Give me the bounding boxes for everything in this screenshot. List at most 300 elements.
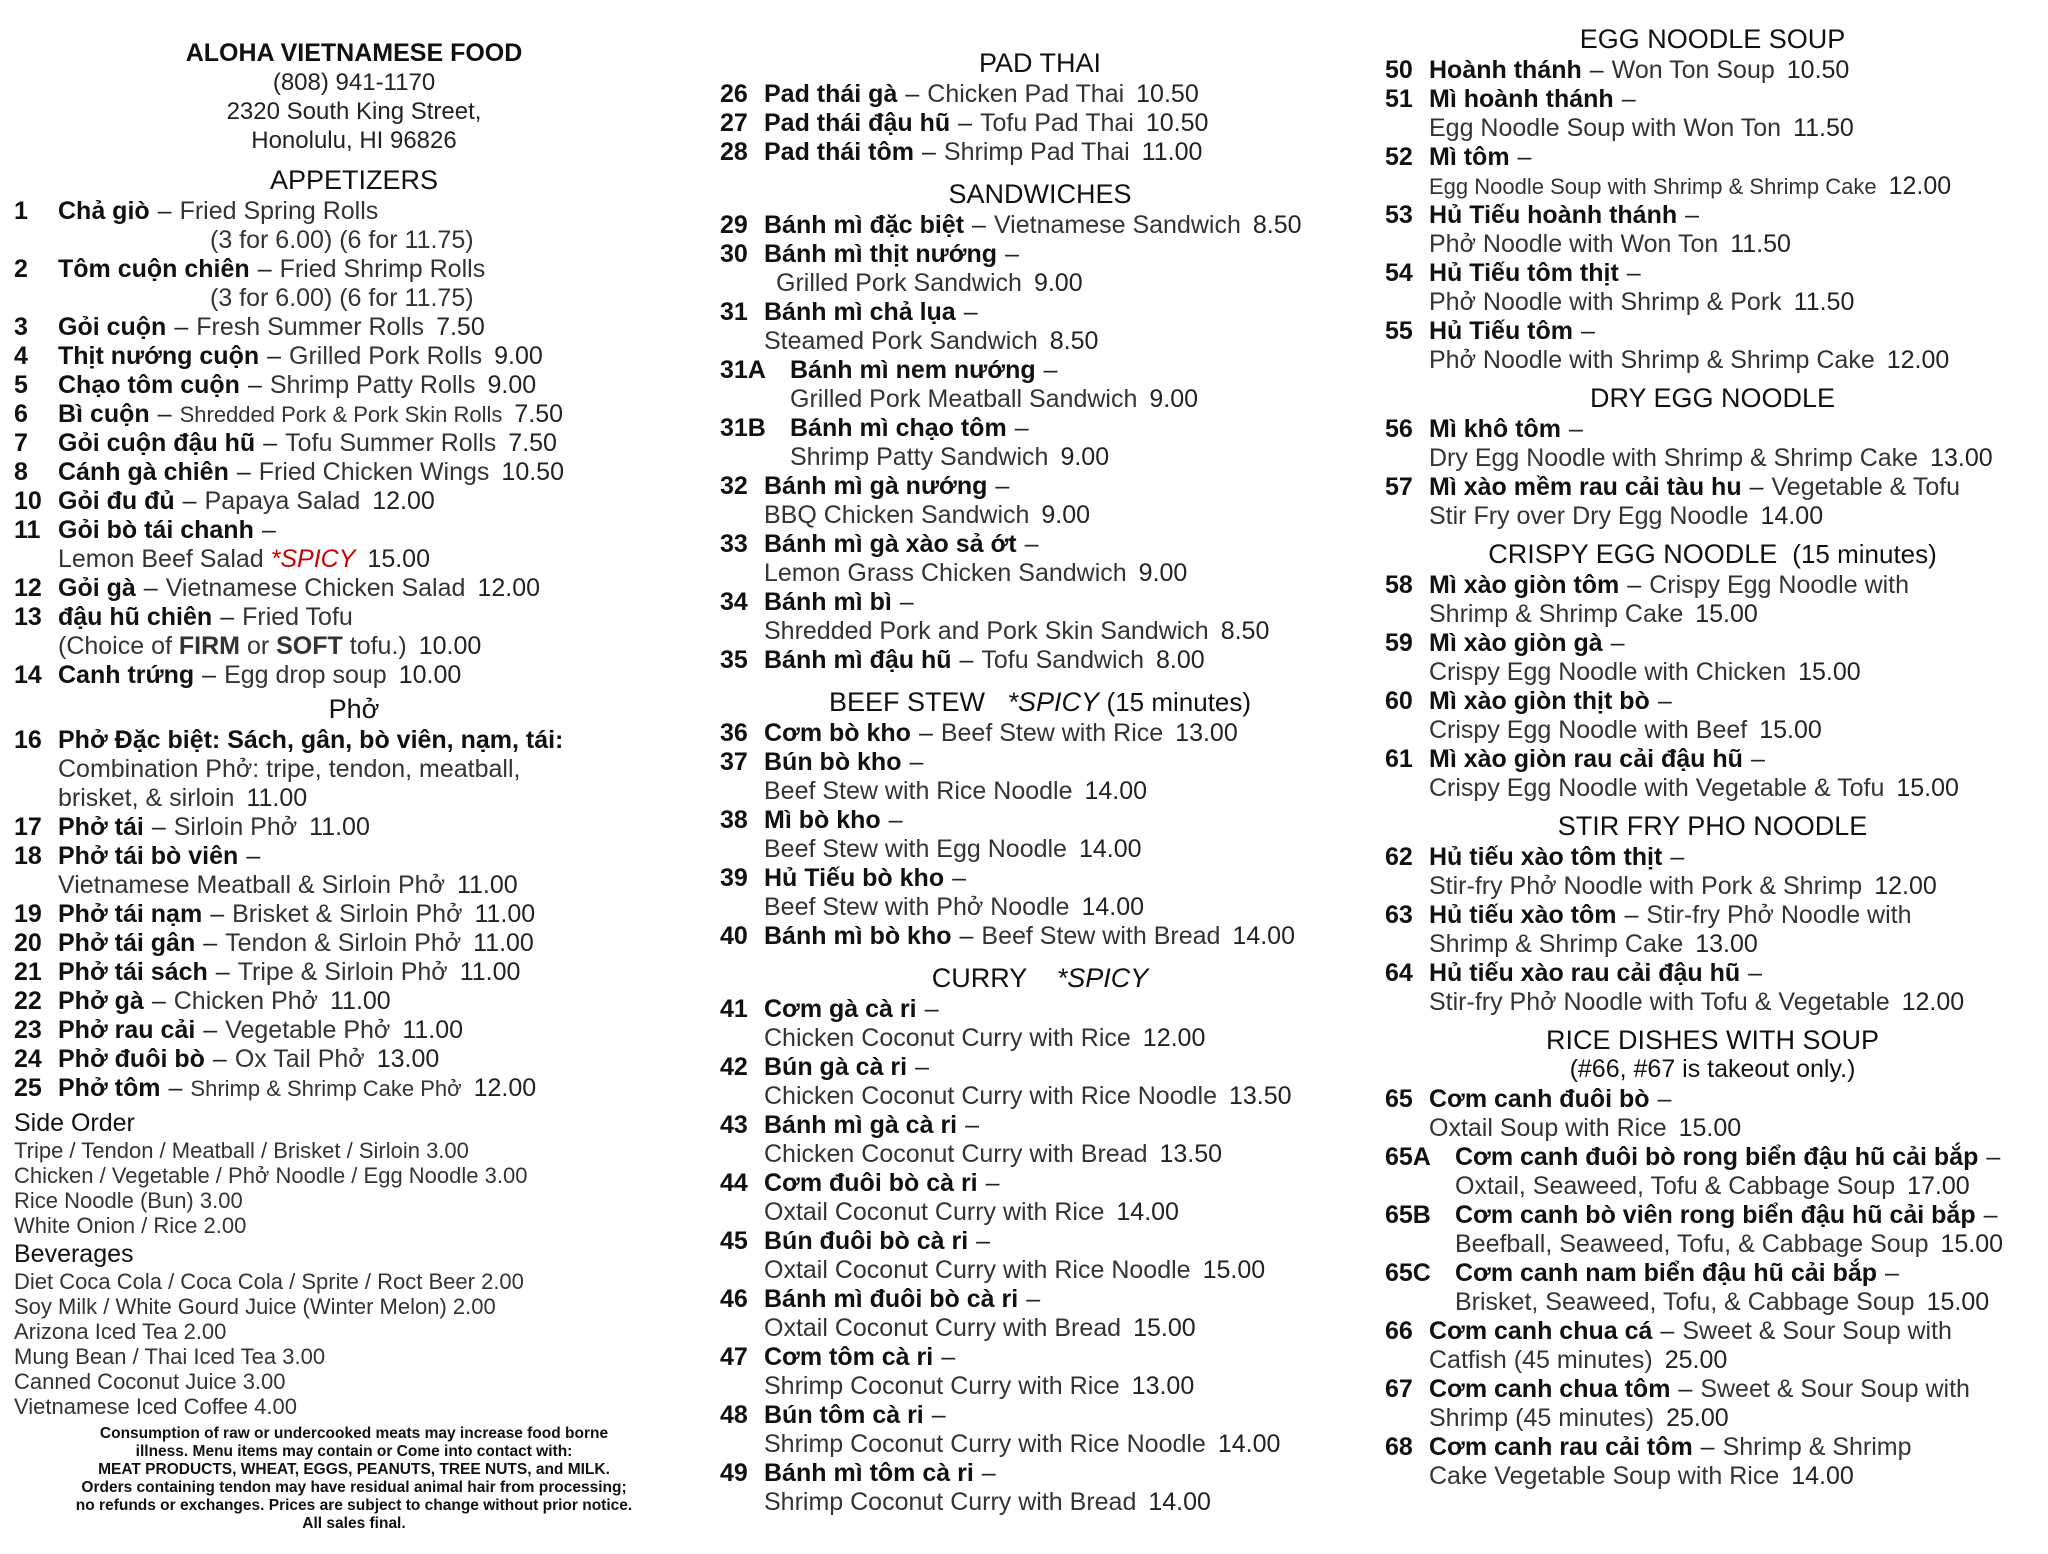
item-number: 58 [1385, 571, 1413, 599]
menu-column-left [14, 0, 694, 1533]
side-order-line: Chicken / Vegetable / Phở Noodle / Egg Noodle 3.00 [14, 1163, 528, 1188]
item-english-name: Vietnamese Meatball & Sirloin Phở [58, 871, 445, 899]
item-separator: – [952, 864, 966, 892]
menu-item [1385, 317, 2040, 375]
item-price: 15.00 [367, 545, 430, 573]
item-price: 11.50 [1730, 230, 1791, 258]
item-vietnamese-name: Cánh gà chiên [58, 458, 229, 486]
item-description-line [764, 1314, 1360, 1343]
item-vietnamese-name: Phở tái [58, 813, 144, 841]
menu-item [14, 842, 694, 900]
item-separator: – [182, 487, 197, 515]
spicy-label: *SPICY [270, 545, 356, 573]
item-separator: – [922, 138, 936, 166]
item-price: 17.00 [1907, 1172, 1970, 1200]
item-english-name: Grilled Pork Rolls [289, 342, 483, 370]
item-description-line [1429, 172, 2040, 201]
item-english-name: Vietnamese Sandwich [993, 211, 1241, 239]
choice-firm: FIRM [178, 632, 240, 660]
item-price: 10.00 [398, 661, 462, 689]
item-number: 65B [1385, 1201, 1431, 1229]
restaurant-address-street: 2320 South King Street, [226, 98, 482, 125]
item-price: 25.00 [1666, 1404, 1729, 1432]
item-separator: – [202, 661, 217, 689]
disclaimer-line: All sales final. [302, 1515, 406, 1532]
side-order-line: Tripe / Tendon / Meatball / Brisket / Sirloin 3.00 [14, 1138, 469, 1163]
item-vietnamese-name: Gỏi gà [58, 574, 136, 602]
item-price: 14.00 [1217, 1430, 1281, 1458]
item-separator: – [1750, 745, 1765, 773]
menu-item [720, 1285, 1360, 1343]
item-number: 31A [720, 356, 766, 384]
item-english-name: Crispy Egg Noodle with Vegetable & Tofu [1429, 774, 1885, 802]
item-number: 61 [1385, 745, 1413, 773]
item-description-line [790, 443, 1360, 472]
disclaimer-line: MEAT PRODUCTS, WHEAT, EGGS, PEANUTS, TREE NUTS, and MILK. [98, 1461, 610, 1478]
item-separator: – [1700, 1433, 1715, 1461]
menu-item [1385, 56, 2040, 85]
item-english-name: Oxtail, Seaweed, Tofu & Cabbage Soup [1455, 1172, 1896, 1200]
item-description-line [1429, 502, 2040, 531]
item-number: 31 [720, 298, 748, 326]
item-vietnamese-name: Chạo tôm cuộn [58, 371, 240, 399]
item-description-line [1429, 1346, 2040, 1375]
item-separator: – [220, 603, 235, 631]
item-separator: – [261, 516, 276, 544]
item-number: 37 [720, 748, 748, 776]
item-number: 27 [720, 109, 748, 137]
item-number: 65A [1385, 1143, 1431, 1171]
item-price: 12.00 [372, 487, 435, 515]
item-vietnamese-name: Mì xào giòn tôm [1429, 571, 1620, 599]
item-english-name: Fried Shrimp Rolls [279, 255, 486, 283]
section-title-sandwiches: SANDWICHES [948, 179, 1132, 209]
item-vietnamese-name: Cơm canh nam biển đậu hũ cải bắp [1455, 1259, 1878, 1287]
item-price: 7.50 [514, 400, 564, 428]
item-vietnamese-name: Cơm gà cà ri [764, 995, 917, 1023]
item-vietnamese-name: Phở Đặc biệt: Sách, gân, bò viên, nạm, tái: [58, 726, 564, 754]
choice-soft: SOFT [276, 632, 343, 660]
menu-item [14, 400, 694, 429]
item-number: 36 [720, 719, 748, 747]
item-description-line [764, 559, 1360, 588]
menu-item [1385, 1143, 2040, 1201]
item-separator: – [972, 211, 986, 239]
item-number: 3 [14, 313, 28, 341]
item-price: 11.00 [1141, 138, 1203, 166]
menu-item [1385, 687, 2040, 745]
item-number: 50 [1385, 56, 1413, 84]
item-separator: – [909, 748, 924, 776]
item-separator: – [267, 342, 282, 370]
menu-item [14, 1016, 694, 1045]
item-price: 11.00 [474, 900, 536, 928]
item-description-line [764, 777, 1360, 806]
item-english-name: Oxtail Coconut Curry with Bread [764, 1314, 1122, 1342]
item-vietnamese-name: Hủ Tiếu tôm thịt [1429, 259, 1619, 287]
item-vietnamese-name: Bánh mì bì [764, 588, 892, 616]
tofu-choice-line [58, 632, 694, 661]
item-separator: – [931, 1401, 946, 1429]
item-vietnamese-name: đậu hũ chiên [58, 603, 213, 631]
item-price: 15.00 [1133, 1314, 1196, 1342]
menu-item [720, 414, 1360, 472]
menu-item [720, 1459, 1360, 1517]
menu-item [1385, 1085, 2040, 1143]
menu-item [1385, 1375, 2040, 1433]
item-price: 14.00 [1760, 502, 1824, 530]
item-description-line [1429, 930, 2040, 959]
item-separator: – [1624, 901, 1639, 929]
item-price: 15.00 [1695, 600, 1758, 628]
disclaimer-line: Consumption of raw or undercooked meats may increase food borne [99, 1425, 609, 1442]
item-vietnamese-name: Cơm canh rau cải tôm [1429, 1433, 1693, 1461]
item-english-name: Egg Noodle Soup with Shrimp & Shrimp Cake [1429, 174, 1877, 199]
item-description-line [764, 269, 1360, 298]
section-title-pho: Phở [328, 694, 380, 724]
beverage-line: Arizona Iced Tea 2.00 [14, 1319, 227, 1344]
item-price: 9.00 [1138, 559, 1188, 587]
item-price: 14.00 [1791, 1462, 1854, 1490]
menu-item [720, 646, 1360, 675]
disclaimer-line: Orders containing tendon may have residual animal hair from processing; [81, 1479, 627, 1496]
item-number: 48 [720, 1401, 748, 1429]
item-vietnamese-name: Cơm canh chua cá [1429, 1317, 1653, 1345]
item-price: 10.00 [418, 632, 482, 660]
item-vietnamese-name: Hủ Tiếu hoành thánh [1429, 201, 1678, 229]
item-separator: – [157, 197, 172, 225]
item-separator: – [1621, 85, 1636, 113]
item-separator: – [1014, 414, 1029, 442]
menu-item [720, 1053, 1360, 1111]
item-price: 14.00 [1081, 893, 1145, 921]
item-price: 15.00 [1202, 1256, 1266, 1284]
item-price: 14.00 [1084, 777, 1148, 805]
item-number: 19 [14, 900, 42, 928]
item-separator: – [1885, 1259, 1899, 1287]
item-number: 18 [14, 842, 42, 870]
item-description-line [764, 1198, 1360, 1227]
item-number: 25 [14, 1074, 42, 1102]
item-number: 10 [14, 487, 42, 515]
item-number: 67 [1385, 1375, 1413, 1403]
item-price: 9.00 [1041, 501, 1091, 529]
item-separator: – [958, 109, 973, 137]
item-separator: – [1024, 530, 1039, 558]
section-title-egg-noodle-soup: EGG NOODLE SOUP [1579, 24, 1846, 54]
item-number: 63 [1385, 901, 1413, 929]
item-separator: – [915, 1053, 929, 1081]
menu-item [14, 603, 694, 661]
item-price: 11.50 [1793, 288, 1855, 316]
item-price: 14.00 [1148, 1488, 1211, 1516]
restaurant-info [14, 38, 694, 155]
item-vietnamese-name: Cơm bò kho [764, 719, 911, 747]
menu-column-middle [720, 0, 1360, 1517]
item-number: 52 [1385, 143, 1413, 171]
item-english-name: Beefball, Seaweed, Tofu, & Cabbage Soup [1455, 1230, 1929, 1258]
menu-item [1385, 843, 2040, 901]
item-vietnamese-name: Phở đuôi bò [58, 1045, 205, 1073]
item-description-line [790, 385, 1360, 414]
item-description-line [764, 1024, 1360, 1053]
item-english-name: Combination Phở: tripe, tendon, meatball, [58, 755, 521, 783]
item-number: 68 [1385, 1433, 1413, 1461]
item-number: 33 [720, 530, 748, 558]
item-english-name: Dry Egg Noodle with Shrimp & Shrimp Cake [1429, 444, 1919, 472]
item-separator: – [174, 313, 189, 341]
item-english-name: Crispy Egg Noodle with Beef [1429, 716, 1748, 744]
item-vietnamese-name: Phở tái sách [58, 958, 208, 986]
item-price: 15.00 [1678, 1114, 1742, 1142]
item-price: 11.00 [402, 1016, 464, 1044]
item-english-name: Shrimp & Shrimp Cake [1429, 930, 1684, 958]
item-separator: – [1026, 1285, 1041, 1313]
item-vietnamese-name: Hủ Tiếu bò kho [764, 864, 945, 892]
side-order-line: White Onion / Rice 2.00 [14, 1213, 247, 1238]
item-separator: – [905, 80, 920, 108]
menu-item [14, 458, 694, 487]
item-price: 13.50 [1228, 1082, 1292, 1110]
item-vietnamese-name: Bún gà cà ri [764, 1053, 908, 1081]
item-english-name: Shredded Pork and Pork Skin Sandwich [764, 617, 1209, 645]
item-number: 39 [720, 864, 748, 892]
item-separator: – [1670, 843, 1685, 871]
menu-item [1385, 1317, 2040, 1375]
item-description-line [764, 617, 1360, 646]
item-price: 14.00 [1232, 922, 1295, 950]
item-vietnamese-name: Bánh mì chạo tôm [790, 414, 1007, 442]
menu-item [1385, 201, 2040, 259]
crispy-egg-noodle-title: CRISPY EGG NOODLE [1488, 539, 1778, 569]
item-english-name: Fried Tofu [242, 603, 353, 631]
item-english-name: Stir-fry Phở Noodle with Pork & Shrimp [1429, 872, 1863, 900]
item-vietnamese-name: Mì xào giòn thịt bò [1429, 687, 1650, 715]
item-description-line [1429, 444, 2040, 473]
item-description-line [1429, 114, 2040, 143]
item-english-name: Shrimp Coconut Curry with Rice Noodle [764, 1430, 1206, 1458]
item-vietnamese-name: Bún đuôi bò cà ri [764, 1227, 969, 1255]
item-price: 12.00 [1886, 346, 1950, 374]
menu-item [14, 929, 694, 958]
section-title-crispy-egg-noodle [1385, 539, 2040, 569]
item-description-line [1429, 600, 2040, 629]
item-vietnamese-name: Bánh mì tôm cà ri [764, 1459, 974, 1487]
item-separator: – [1005, 240, 1019, 268]
item-number: 64 [1385, 959, 1413, 987]
item-vietnamese-name: Cơm đuôi bò cà ri [764, 1169, 978, 1197]
item-vietnamese-name: Mì bò kho [764, 806, 881, 834]
item-vietnamese-name: Bánh mì gà xào sả ớt [764, 530, 1017, 558]
menu-item [720, 211, 1360, 240]
item-price: 14.00 [1116, 1198, 1179, 1226]
menu-item [720, 719, 1360, 748]
item-separator: – [215, 958, 230, 986]
item-separator: – [941, 1343, 956, 1371]
item-english-name: brisket, & sirloin [58, 784, 235, 812]
item-separator: – [151, 813, 166, 841]
menu-item [1385, 1433, 2040, 1491]
item-separator: – [1627, 571, 1642, 599]
section-title-dry-egg-noodle: DRY EGG NOODLE [1589, 383, 1836, 413]
item-vietnamese-name: Phở tái nạm [58, 900, 203, 928]
menu-item [14, 813, 694, 842]
menu-item [1385, 415, 2040, 473]
item-number: 66 [1385, 1317, 1413, 1345]
item-price: 10.50 [1145, 109, 1209, 137]
item-description-line [1429, 716, 2040, 745]
item-vietnamese-name: Bánh mì chả lụa [764, 298, 956, 326]
item-price: 13.50 [1159, 1140, 1223, 1168]
item-english-name: Stir Fry over Dry Egg Noodle [1429, 502, 1749, 530]
item-price: 11.00 [459, 958, 521, 986]
menu-item [1385, 571, 2040, 629]
item-english-name: Shrimp & Shrimp Cake [1429, 600, 1684, 628]
menu-item [1385, 85, 2040, 143]
item-separator: – [1657, 687, 1672, 715]
item-number: 44 [720, 1169, 748, 1197]
item-english-name: Shrimp (45 minutes) [1429, 1404, 1655, 1432]
menu-item [720, 1111, 1360, 1169]
item-description-line [58, 784, 694, 813]
item-number: 35 [720, 646, 748, 674]
section-title-curry [720, 963, 1360, 993]
item-english-name: Ox Tail Phở [234, 1045, 365, 1073]
menu-item [720, 1343, 1360, 1401]
item-vietnamese-name: Tôm cuộn chiên [58, 255, 250, 283]
menu-item [1385, 473, 2040, 531]
item-description-line [1429, 288, 2040, 317]
menu-item [720, 1169, 1360, 1227]
item-english-name: Tofu Sandwich [981, 646, 1145, 674]
item-vietnamese-name: Cơm canh đuôi bò rong biển đậu hũ cải bắp [1455, 1143, 1979, 1171]
menu-item [14, 487, 694, 516]
menu-item [1385, 1259, 2040, 1317]
item-number: 55 [1385, 317, 1413, 345]
item-price: 15.00 [1759, 716, 1822, 744]
item-description-line [764, 1140, 1360, 1169]
item-price: 11.50 [1793, 114, 1854, 142]
item-separator: – [985, 1169, 1000, 1197]
item-english-name: BBQ Chicken Sandwich [764, 501, 1030, 529]
item-english-name: Egg drop soup [224, 661, 387, 689]
item-price: 8.50 [1049, 327, 1099, 355]
item-vietnamese-name: Phở tái bò viên [58, 842, 239, 870]
item-number: 53 [1385, 201, 1413, 229]
item-number: 54 [1385, 259, 1413, 287]
item-english-name: Chicken Coconut Curry with Bread [764, 1140, 1148, 1168]
item-price: 11.00 [473, 929, 534, 957]
item-vietnamese-name: Phở rau cải [58, 1016, 196, 1044]
item-english-name: Lemon Beef Salad [58, 545, 264, 573]
menu-item [14, 371, 694, 400]
item-description-line [1429, 658, 2040, 687]
item-english-name: Won Ton Soup [1611, 56, 1775, 84]
menu-item [720, 356, 1360, 414]
item-description-line [58, 545, 694, 574]
menu-item [1385, 901, 2040, 959]
item-english-name: Phở Noodle with Won Ton [1429, 230, 1719, 258]
item-number: 57 [1385, 473, 1413, 501]
item-english-name: Egg Noodle Soup with Won Ton [1429, 114, 1782, 142]
curry-title: CURRY [931, 963, 1027, 993]
item-separator: – [963, 298, 978, 326]
item-english-name: Grilled Pork Meatball Sandwich [790, 385, 1138, 413]
item-number: 45 [720, 1227, 748, 1255]
item-english-name: Phở Noodle with Shrimp & Pork [1429, 288, 1782, 316]
item-english-name: Beef Stew with Rice Noodle [764, 777, 1073, 805]
item-price: 12.00 [1874, 872, 1937, 900]
item-number: 65 [1385, 1085, 1413, 1113]
item-vietnamese-name: Hủ Tiếu tôm [1429, 317, 1573, 345]
prep-time-note: (15 minutes) [1106, 687, 1252, 717]
item-vietnamese-name: Hủ tiếu xào tôm [1429, 901, 1617, 929]
item-english-name: Grilled Pork Sandwich [776, 269, 1022, 297]
menu-item [720, 138, 1360, 167]
item-separator: – [959, 922, 974, 950]
menu-item [14, 429, 694, 458]
menu-item [720, 922, 1360, 951]
item-price: 15.00 [1896, 774, 1959, 802]
item-separator: – [1580, 317, 1595, 345]
item-english-name: Vegetable Phở [225, 1016, 391, 1044]
item-separator: – [888, 806, 903, 834]
menu-item [14, 726, 694, 813]
item-separator: – [965, 1111, 980, 1139]
item-number: 59 [1385, 629, 1413, 657]
item-separator: – [1610, 629, 1625, 657]
item-price: 10.50 [1136, 80, 1199, 108]
item-price: 8.50 [1220, 617, 1270, 645]
item-price: 9.00 [1033, 269, 1083, 297]
item-english-name: Shrimp Pad Thai [943, 138, 1130, 166]
item-price: 12.00 [1888, 172, 1952, 200]
item-price: 7.50 [436, 313, 485, 341]
item-vietnamese-name: Bánh mì đuôi bò cà ri [764, 1285, 1019, 1313]
item-english-name: Tripe & Sirloin Phở [237, 958, 448, 986]
beverage-line: Soy Milk / White Gourd Juice (Winter Melon) 2.00 [14, 1294, 496, 1319]
item-price: 7.50 [508, 429, 557, 457]
item-number: 24 [14, 1045, 42, 1073]
beverage-line: Mung Bean / Thai Iced Tea 3.00 [14, 1344, 326, 1369]
item-english-name: Shrimp Coconut Curry with Bread [764, 1488, 1137, 1516]
item-number: 6 [14, 400, 28, 428]
beverages-title: Beverages [14, 1240, 134, 1268]
side-order-line: Rice Noodle (Bun) 3.00 [14, 1188, 243, 1213]
menu-column-right [1385, 0, 2040, 1491]
item-number: 65C [1385, 1259, 1431, 1287]
item-separator: – [899, 588, 914, 616]
menu-item [14, 313, 694, 342]
item-vietnamese-name: Bánh mì đặc biệt [764, 211, 965, 239]
item-vietnamese-name: Cơm canh đuôi bò [1429, 1085, 1650, 1113]
beverage-line: Vietnamese Iced Coffee 4.00 [14, 1394, 297, 1419]
item-separator: – [263, 429, 278, 457]
item-price: 11.00 [309, 813, 370, 841]
item-english-name: Cake Vegetable Soup with Rice [1429, 1462, 1780, 1490]
item-number: 14 [14, 661, 42, 689]
item-description-line [1455, 1172, 2040, 1201]
item-english-name: Beef Stew with Phở Noodle [764, 893, 1070, 921]
item-english-name: Stir-fry Phở Noodle with [1646, 901, 1912, 929]
item-number: 7 [14, 429, 28, 457]
item-description-line [1455, 1288, 2040, 1317]
item-vietnamese-name: Cơm canh chua tôm [1429, 1375, 1671, 1403]
item-number: 13 [14, 603, 42, 631]
item-english-name: Catfish (45 minutes) [1429, 1346, 1653, 1374]
menu-item [14, 574, 694, 603]
item-english-name: Sirloin Phở [173, 813, 298, 841]
